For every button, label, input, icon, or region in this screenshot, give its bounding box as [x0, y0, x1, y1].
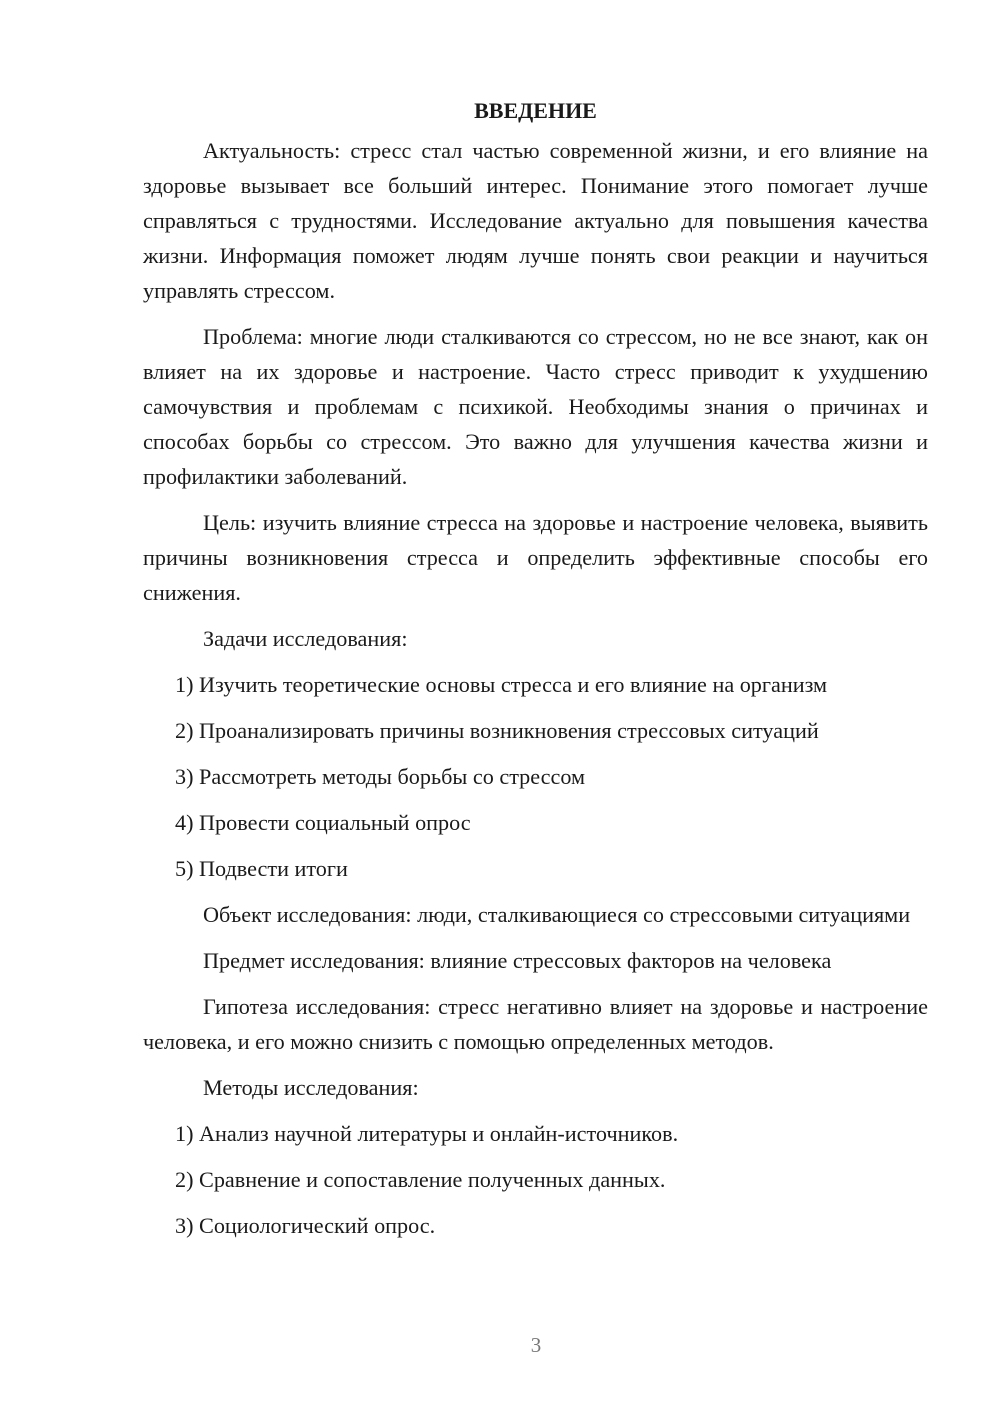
list-item: 1) Анализ научной литературы и онлайн-источников.	[175, 1121, 679, 1146]
list-item: 3) Социологический опрос.	[175, 1213, 436, 1238]
tasks-title: Задачи исследования:	[203, 626, 408, 651]
goal-paragraph: Цель: изучить влияние стресса на здоровье и настроение человека, выявить причины возникновения стресса и определить эффективные способы его снижения.	[143, 510, 928, 605]
list-item: 1) Изучить теоретические основы стресса и его влияние на организм	[175, 672, 828, 697]
problem-paragraph: Проблема: многие люди сталкиваются со стрессом, но не все знают, как он влияет на их здоровье и настроение. Часто стресс приводит к ухудшению самочувствия и проблемам с психикой. Необходимы знания о причинах и способах борьбы со стрессом. Это важно для улучшения качества жизни и профилактики заболеваний.	[143, 324, 928, 489]
subject-paragraph: Предмет исследования: влияние стрессовых факторов на человека	[203, 948, 832, 973]
list-item: 5) Подвести итоги	[175, 856, 348, 881]
list-item: 2) Проанализировать причины возникновения стрессовых ситуаций	[175, 718, 819, 743]
relevance-paragraph: Актуальность: стресс стал частью современной жизни, и его влияние на здоровье вызывает все больший интерес. Понимание этого помогает лучше справляться с трудностями. Исследование актуально для повышения качества жизни. Информация поможет людям лучше понять свои реакции и научиться управлять стрессом.	[143, 138, 928, 303]
object-paragraph: Объект исследования: люди, сталкивающиеся со стрессовыми ситуациями	[203, 902, 911, 927]
hypothesis-paragraph: Гипотеза исследования: стресс негативно влияет на здоровье и настроение человека, и его можно снизить с помощью определенных методов.	[143, 994, 928, 1054]
methods-list	[143, 1116, 928, 1243]
page-number: 3	[530, 1333, 542, 1357]
page-body	[143, 96, 928, 1254]
list-item: 3) Рассмотреть методы борьбы со стрессом	[175, 764, 586, 789]
methods-title: Методы исследования:	[203, 1075, 419, 1100]
tasks-list	[143, 667, 928, 886]
list-item: 4) Провести социальный опрос	[175, 810, 471, 835]
list-item: 2) Сравнение и сопоставление полученных данных.	[175, 1167, 666, 1192]
section-heading: ВВЕДЕНИЕ	[474, 98, 597, 123]
